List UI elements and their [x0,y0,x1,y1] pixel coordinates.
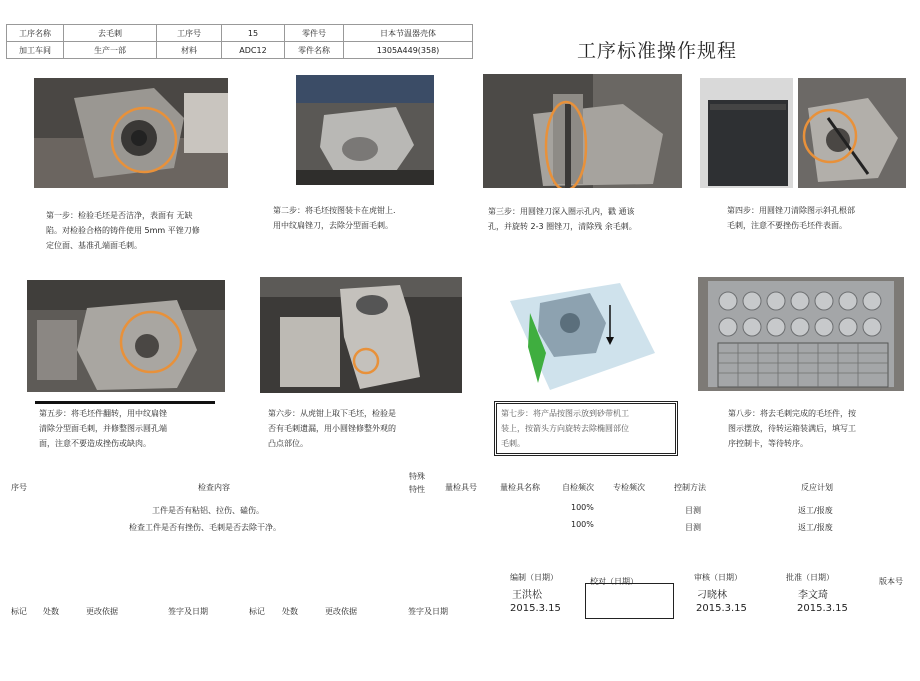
review-label: 审核（日期） [694,573,742,582]
compile-name: 王洪松 [512,590,542,601]
header-cell: 日本节温器壳体 [344,25,473,42]
col-header-special [409,470,425,496]
step-6-text [268,406,396,451]
step-line: 第八步：将去毛刺完成的毛坯件，按 [728,409,856,418]
step-line: 孔，并旋转 2-3 圈锉刀，清除残 余毛刺。 [488,222,637,231]
page-title: 工序标准操作规程 [577,40,738,62]
col-header-spec-freq: 专检频次 [613,483,645,492]
step-8-photo [698,277,904,391]
step-line: 凸点部位。 [268,439,308,448]
header-cell: 工序名称 [7,25,64,42]
footer-sign-2: 签字及日期 [408,607,448,616]
compile-label: 编制（日期） [510,573,558,582]
step-line: 陷。对检验合格的铸件使用 5mm 平锉刀修 [46,226,200,235]
inspection-row-1-method: 目测 [685,506,701,515]
footer-basis-1: 更改依据 [86,607,118,616]
header-cell: 材料 [157,42,222,59]
step-line: 第七步：将产品按图示放到砂带机工 [501,409,629,418]
approve-name: 李文琦 [798,590,828,601]
header-info-table [6,24,473,59]
header-row-1 [7,25,473,42]
footer-sign-1: 签字及日期 [168,607,208,616]
step-line: 面，注意不要造成挫伤或缺肉。 [39,439,151,448]
header-cell: 1305A449(358) [344,42,473,59]
step-line: 第四步：用圆锉刀清除图示斜孔根部 [727,206,855,215]
step-4-text [727,203,855,233]
step-line: 图示摆放，待转运箱装满后，填写工 [728,424,856,433]
header-cell: 生产一部 [64,42,157,59]
step-line: 毛刺。 [501,439,525,448]
col-header-self-freq: 自检频次 [562,483,594,492]
proof-signature-box [585,583,674,619]
footer-count-2: 处数 [282,607,298,616]
step-line: 第六步：从虎钳上取下毛坯，检验是 [268,409,396,418]
step-4-photo-b [798,78,906,188]
col-header-gauge-no: 量检具号 [445,483,477,492]
approve-label: 批准（日期） [786,573,834,582]
step-1-photo [34,78,228,188]
step-6-photo [260,277,462,393]
review-date: 2015.3.15 [696,603,747,614]
compile-date: 2015.3.15 [510,603,561,614]
col-header-gauge-name: 量检具名称 [500,483,540,492]
inspection-row-2-method: 目测 [685,523,701,532]
col-header-content: 检查内容 [198,483,230,492]
step-line: 第一步：检验毛坯是否洁净，表面有 无缺 [46,211,193,220]
inspection-row-2-content: 检查工件是否有挫伤、毛刺是否去除干净。 [129,523,281,532]
step-2-photo [296,75,434,185]
col-header-reaction: 反应计划 [801,483,833,492]
header-cell: 15 [222,25,285,42]
approve-date: 2015.3.15 [797,603,848,614]
col-header-seq: 序号 [11,483,27,492]
footer-mark-2: 标记 [249,607,265,616]
col-header-special-2: 特性 [409,485,425,494]
step-8-text [728,406,856,451]
step-line: 用中纹扁锉刀，去除分型面毛刺。 [273,221,393,230]
inspection-row-1-reaction: 返工/报废 [798,506,833,515]
col-header-method: 控制方法 [674,483,706,492]
step-line: 第二步：将毛坯按图装卡在虎钳上. [273,206,396,215]
footer-basis-2: 更改依据 [325,607,357,616]
header-cell: 零件号 [285,25,344,42]
header-cell: ADC12 [222,42,285,59]
step-3-photo [483,74,682,188]
header-cell: 去毛刺 [64,25,157,42]
inspection-row-2-reaction: 返工/报废 [798,523,833,532]
step-line: 序控制卡，等待转序。 [728,439,808,448]
header-cell: 加工车间 [7,42,64,59]
step-line: 否有毛刺遗漏，用小圆锉修整外观的 [268,424,396,433]
step-line: 第五步：将毛坯件翻转，用中纹扁锉 [39,409,167,418]
inspection-row-2-freq: 100% [571,520,594,529]
step-line: 毛刺，注意不要挫伤毛坯件表面。 [727,221,847,230]
step-line: 清除分型面毛刺，并修整图示圆孔端 [39,424,167,433]
inspection-row-1-freq: 100% [571,503,594,512]
header-cell: 零件名称 [285,42,344,59]
step-line: 第三步：用圆锉刀深入圈示孔内，戳 通该 [488,207,635,216]
footer-count-1: 处数 [43,607,59,616]
header-cell: 工序号 [157,25,222,42]
step-4-photo-a [700,78,793,188]
step-5-text [39,406,167,451]
step-3-text [488,204,637,234]
proof-label: 校对（日期） [590,577,638,586]
step-5-photo [27,280,225,392]
footer-mark-1: 标记 [11,607,27,616]
step-7-text [494,401,678,456]
divider-bar [35,401,215,404]
step-7-diagram [510,283,655,390]
step-1-text [46,208,200,253]
step-line: 装上，按箭头方向旋转去除椭圆部位 [501,424,629,433]
step-2-text [273,203,396,233]
review-name: 刁晓林 [697,590,727,601]
inspection-row-1-content: 工件是否有粘铝、拉伤、磕伤。 [152,506,264,515]
step-line: 定位面、基准孔端面毛刺。 [46,241,142,250]
header-row-2 [7,42,473,59]
version-label: 版本号 [879,577,903,586]
col-header-special-1: 特殊 [409,472,425,481]
